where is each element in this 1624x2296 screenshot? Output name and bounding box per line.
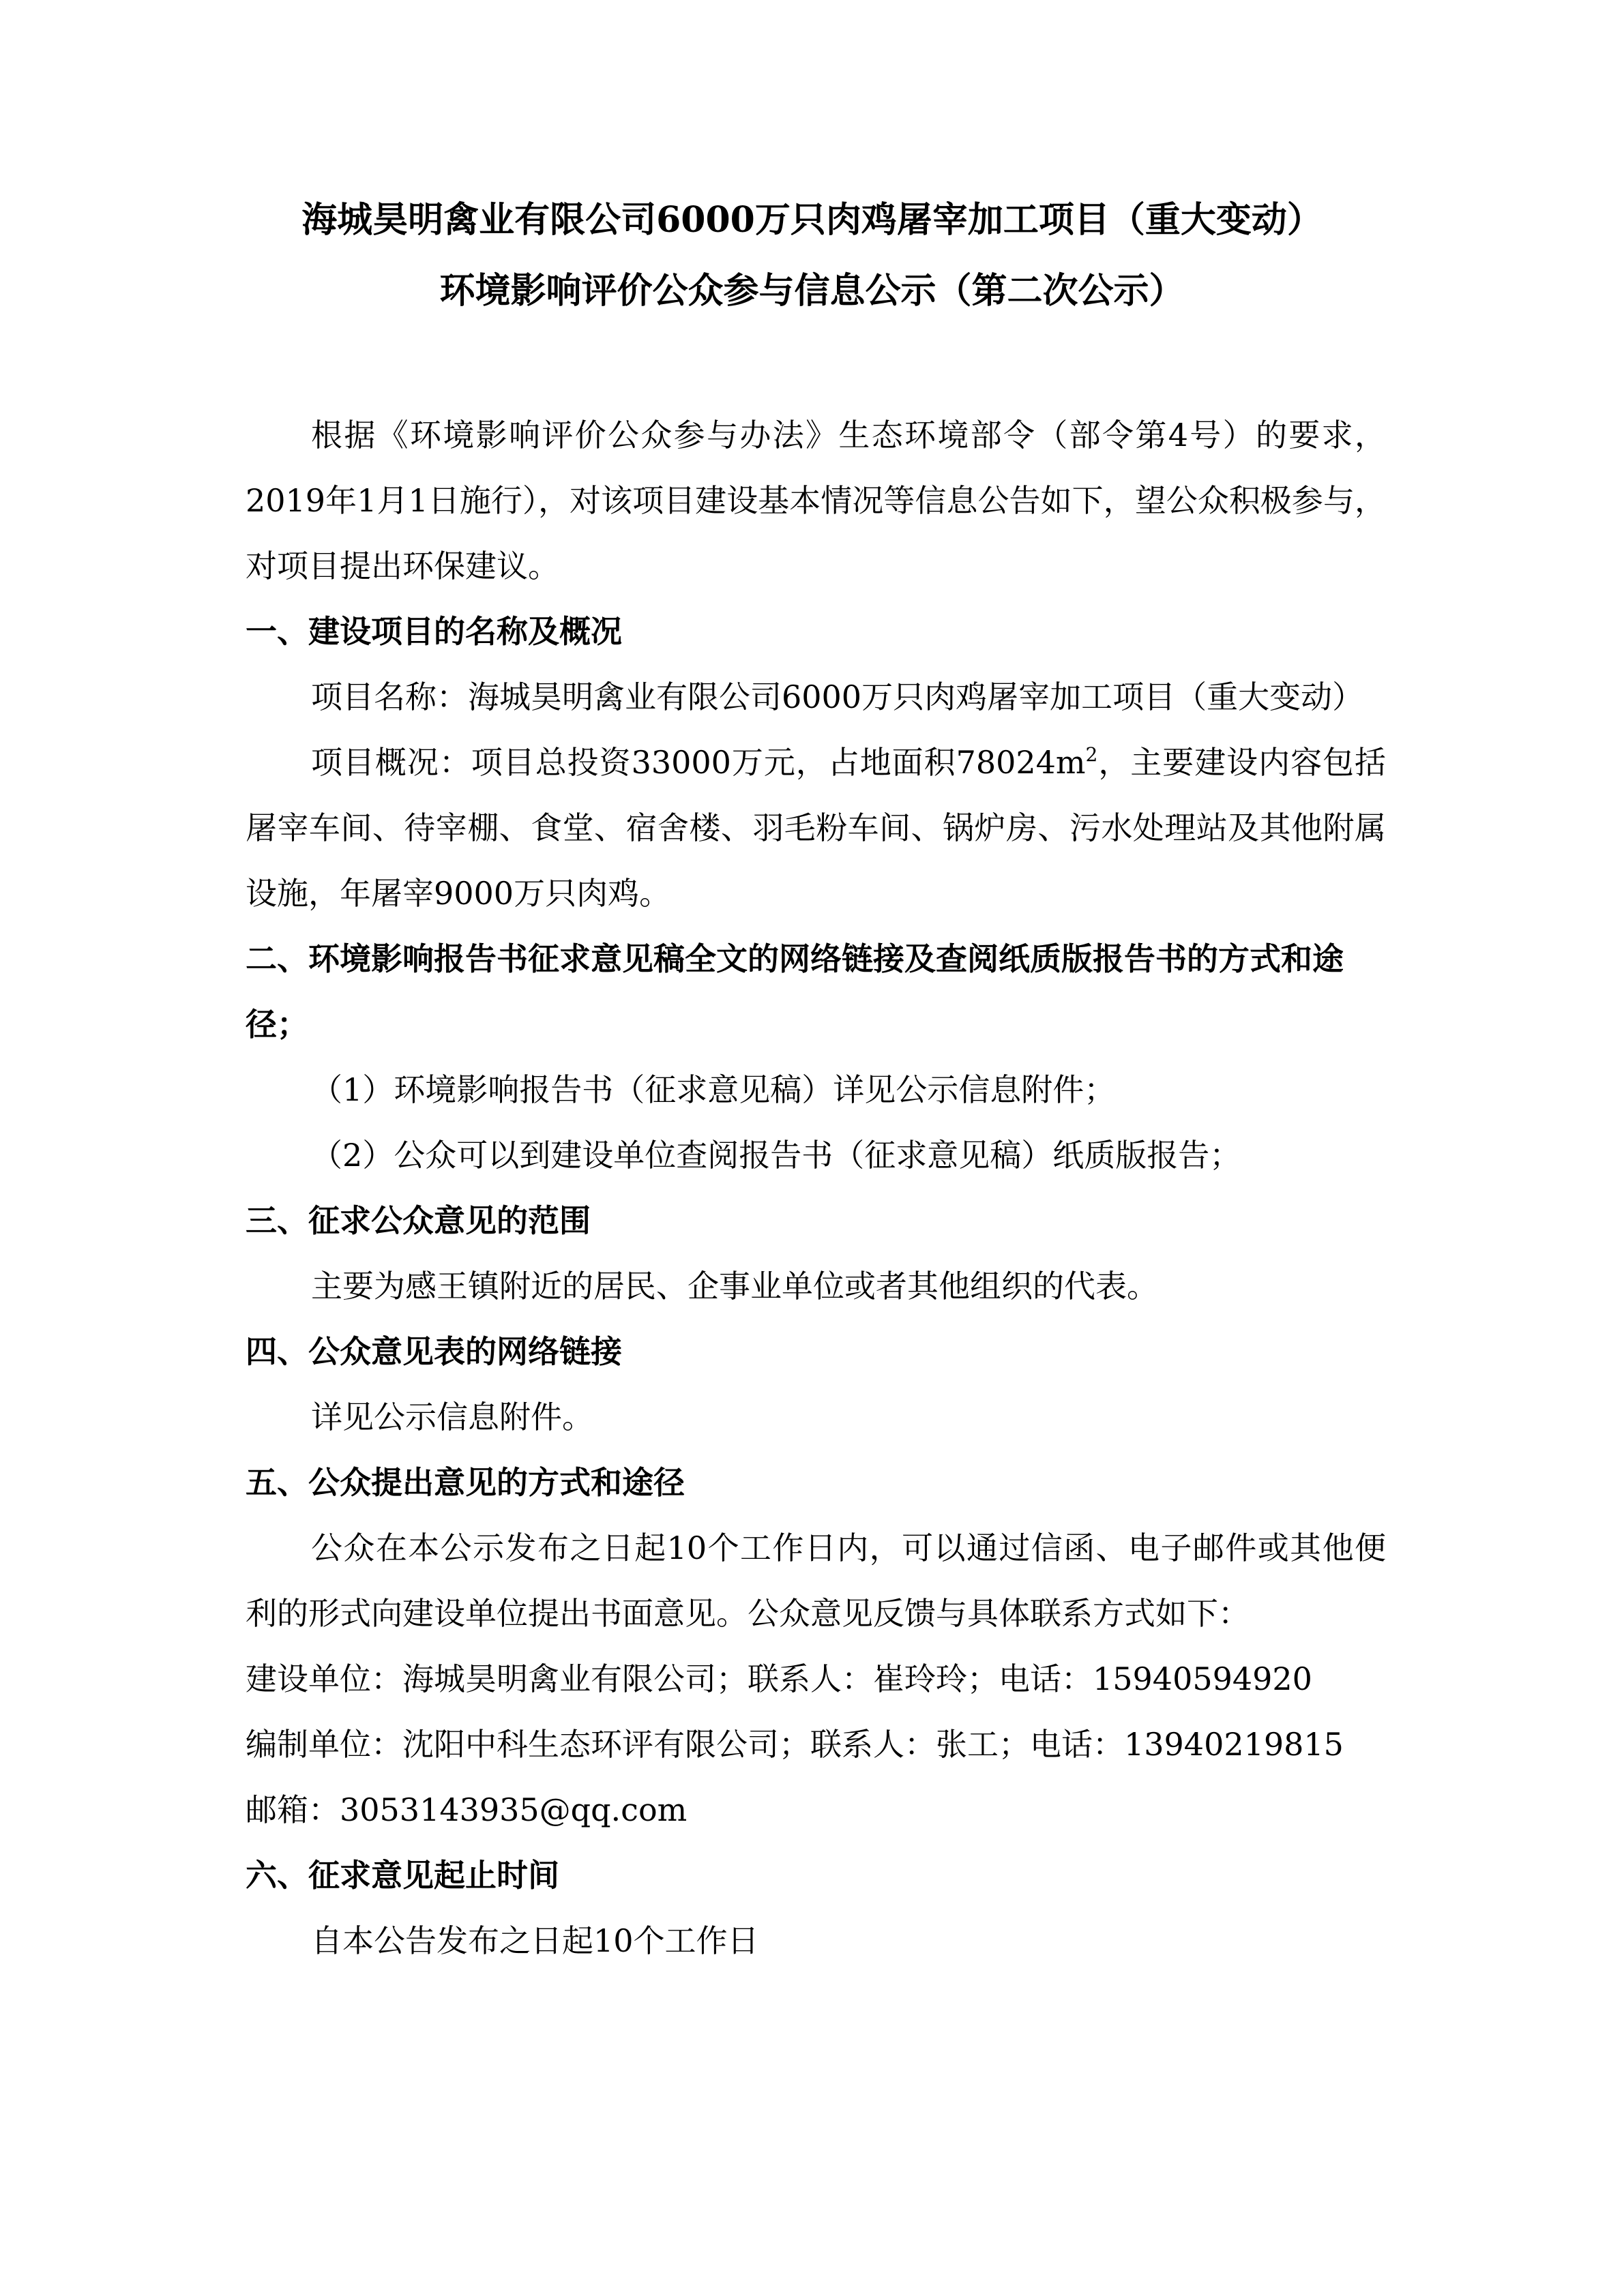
project-name: 项目名称：海城昊明禽业有限公司6000万只肉鸡屠宰加工项目（重大变动）: [311, 679, 1364, 715]
compiler-contact: 编制单位：沈阳中科生态环评有限公司；联系人：张工；电话：13940219815: [246, 1726, 1344, 1763]
section-6-text: 自本公告发布之日起10个工作日: [311, 1922, 759, 1959]
section-6-heading: 六、征求意见起止时间: [246, 1857, 559, 1894]
section-1-heading: 一、建设项目的名称及概况: [246, 613, 622, 650]
builder-contact: 建设单位：海城昊明禽业有限公司；联系人：崔玲玲；电话：15940594920: [246, 1660, 1312, 1697]
section-4-text: 详见公示信息附件。: [311, 1399, 593, 1435]
section-4-heading: 四、公众意见表的网络链接: [246, 1333, 622, 1370]
section-5-text: 公众在本公示发布之日起10个工作日内，可以通过信函、电子邮件或其他便利的形式向建设单位提出书面意见。公众意见反馈与具体联系方式如下：: [246, 1530, 1386, 1632]
intro-paragraph: 根据《环境影响评价公众参与办法》生态环境部令（部令第4号）的要求，2019年1月1日施行），对该项目建设基本情况等信息公告如下，望公众积极参与，对项目提出环保建议。: [246, 417, 1386, 584]
project-overview: [246, 730, 1386, 926]
section-3-heading: 三、征求公众意见的范围: [246, 1202, 591, 1239]
section-3-text: 主要为感王镇附近的居民、企事业单位或者其他组织的代表。: [311, 1268, 1158, 1304]
project-overview-part-a: 项目概况：项目总投资33000万元，占地面积78024m: [311, 744, 1086, 781]
area-unit-superscript: 2: [1085, 743, 1098, 766]
section-2-heading: 二、环境影响报告书征求意见稿全文的网络链接及查阅纸质版报告书的方式和途径；: [246, 940, 1344, 1043]
document-title-line-1: 海城昊明禽业有限公司6000万只肉鸡屠宰加工项目（重大变动）: [301, 199, 1323, 241]
contact-email: 邮箱：3053143935@qq.com: [246, 1791, 688, 1828]
project-overview-part-b: ，主要建设内容包括屠宰车间、待宰棚、食堂、宿舍楼、羽毛粉车间、锅炉房、污水处理站及其他附属设施，年屠宰9000万只肉鸡。: [246, 744, 1387, 912]
document-title-line-2: 环境影响评价公众参与信息公示（第二次公示）: [439, 270, 1185, 312]
section-5-heading: 五、公众提出意见的方式和途径: [246, 1464, 685, 1501]
section-2-item-2: （2）公众可以到建设单位查阅报告书（征求意见稿）纸质版报告；: [311, 1137, 1241, 1174]
document-body: [246, 402, 1386, 1973]
section-2-item-1: （1）环境影响报告书（征求意见稿）详见公示信息附件；: [311, 1071, 1116, 1108]
